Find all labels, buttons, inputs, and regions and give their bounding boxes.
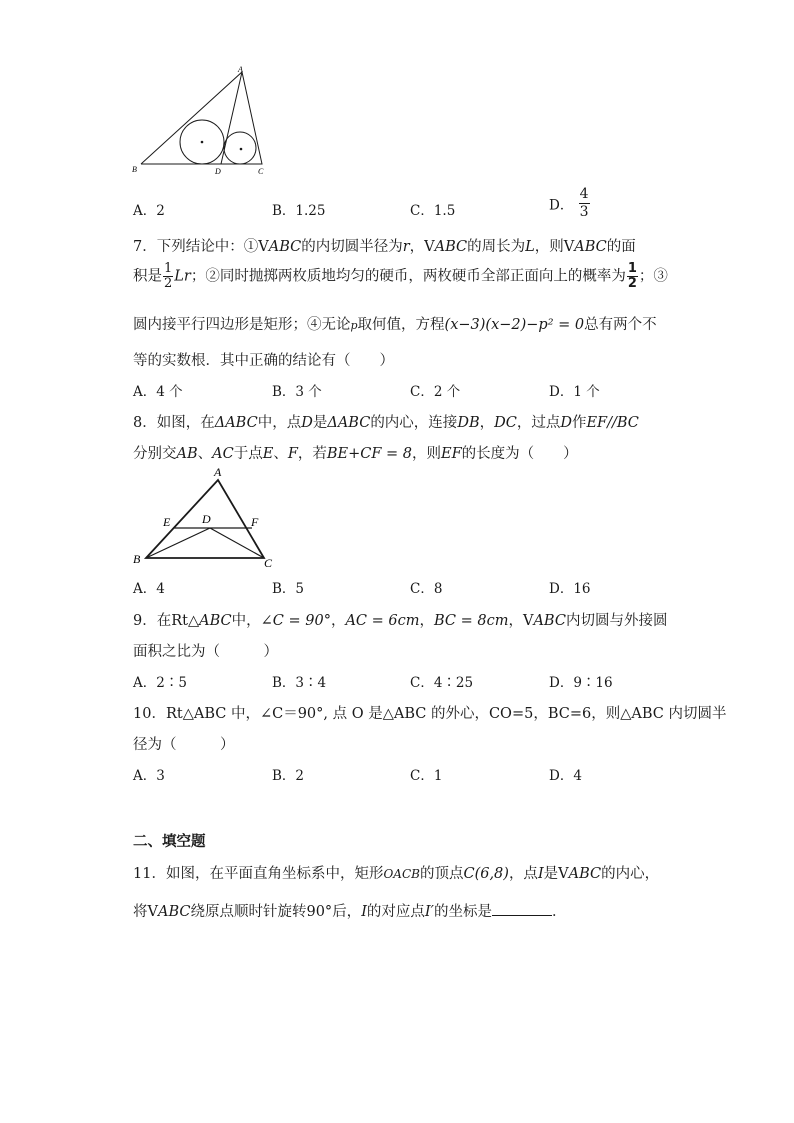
q7-line-4: 等的实数根．其中正确的结论有（ ） — [133, 353, 394, 369]
answer-blank[interactable] — [492, 903, 552, 916]
label-B: B — [132, 165, 137, 174]
q7-option-c[interactable]: C．2 个 — [410, 384, 461, 400]
label-B: B — [133, 552, 141, 566]
q11-line-2: 将VABC绕原点顺时针旋转90°后，I的对应点I′的坐标是 ． — [133, 904, 567, 920]
q8-option-b[interactable]: B．5 — [272, 581, 305, 597]
q10-option-c[interactable]: C．1 — [410, 768, 443, 784]
q10-option-b[interactable]: B．2 — [272, 768, 305, 784]
q11-line-1: 11．如图，在平面直角坐标系中，矩形OACB的顶点C(6,8)，点I是VABC的内心， — [133, 866, 660, 882]
q9-option-a[interactable]: A．2∶5 — [133, 675, 187, 691]
label-D: D — [202, 512, 211, 526]
figure-two-incircles — [125, 60, 285, 185]
q7-option-b[interactable]: B．3 个 — [272, 384, 322, 400]
q7-option-d[interactable]: D．1 个 — [549, 384, 600, 400]
q7-line-1: 7．下列结论中：①VABC的内切圆半径为r，VABC的周长为L，则VABC的面 — [133, 239, 636, 255]
q7-line-2: 积是 $\frac{1}{2}$ Lr；②同时抛掷两枚质地均匀的硬币，两枚硬币全部正面向上的概率为 $\frac{1}{2}$ ；③ — [133, 261, 668, 291]
q7-option-a[interactable]: A．4 个 — [133, 384, 183, 400]
label-A: A — [214, 465, 222, 479]
figure-incenter-triangle — [128, 462, 288, 574]
q9-line-1: 9．在Rt△ABC中，∠C = 90°，AC = 6cm，BC = 8cm，VABC内切圆与外接圆 — [133, 613, 668, 629]
label-C: C — [264, 556, 273, 570]
q8-option-a[interactable]: A．4 — [133, 581, 165, 597]
q8-option-c[interactable]: C．8 — [410, 581, 443, 597]
q9-option-c[interactable]: C．4∶25 — [410, 675, 474, 691]
q10-line-2: 径为（ ） — [133, 737, 235, 753]
label-A: A — [238, 65, 243, 74]
q6-option-a[interactable]: A．2 — [133, 203, 165, 219]
q8-line-1: 8．如图，在ΔABC中，点D是ΔABC的内心，连接DB，DC，过点D作EF//BC — [133, 415, 639, 431]
incircle-small — [224, 132, 256, 164]
q9-option-d[interactable]: D．9∶16 — [549, 675, 613, 691]
q9-option-b[interactable]: B．3∶4 — [272, 675, 327, 691]
label-C: C — [258, 167, 264, 176]
q6-option-b[interactable]: B．1.25 — [272, 203, 326, 219]
q6-option-c[interactable]: C．1.5 — [410, 203, 456, 219]
q8-line-2: 分别交AB、AC于点E、F，若BE+CF = 8，则EF的长度为（ ） — [133, 446, 578, 462]
q10-option-a[interactable]: A．3 — [133, 768, 165, 784]
section-title: 二、填空题 — [133, 834, 206, 850]
q8-option-d[interactable]: D．16 — [549, 581, 591, 597]
label-F: F — [251, 515, 259, 529]
q9-line-2: 面积之比为（ ） — [133, 644, 278, 660]
label-D: D — [215, 167, 221, 176]
q6-option-d[interactable]: D． $\frac{4}{3}$ — [549, 186, 589, 220]
q10-line-1: 10．Rt△ABC 中，∠C＝90°, 点 O 是△ABC 的外心，CO=5，BC=6，则△ABC 内切圆半 — [133, 706, 727, 722]
label-E: E — [163, 515, 171, 529]
q7-line-3: 圆内接平行四边形是矩形；④无论p取何值，方程(x−3)(x−2)−p² = 0总有两个不 — [133, 317, 657, 333]
q10-option-d[interactable]: D．4 — [549, 768, 582, 784]
